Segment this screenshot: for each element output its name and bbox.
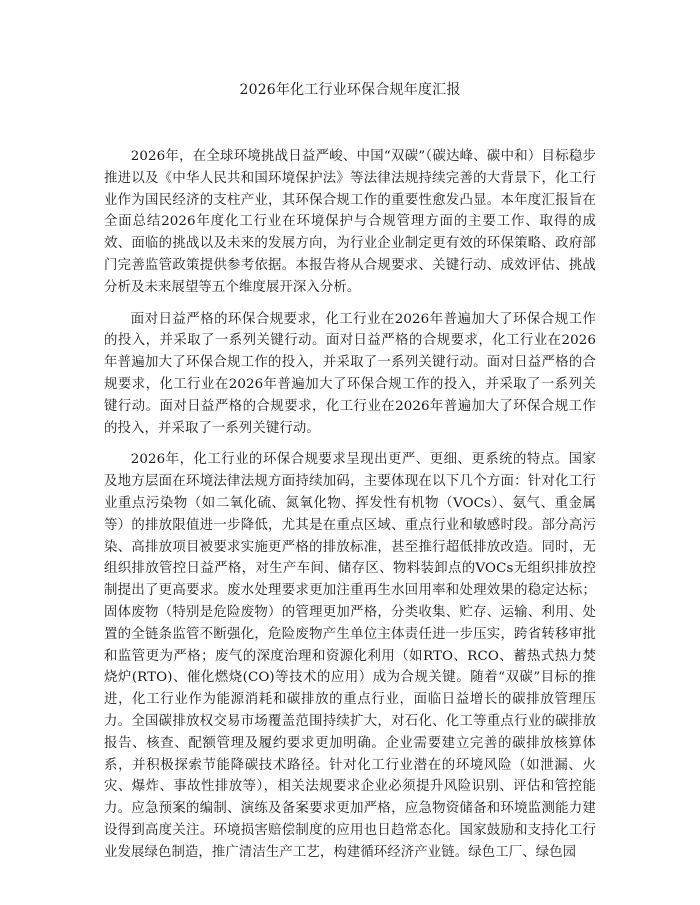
document-body: [104, 146, 596, 864]
paragraph-compliance-requirements: 2026年，化工行业的环保合规要求呈现出更严、更细、更系统的特点。国家及地方层面在环境法律法规方面持续加码，主要体现在以下几个方面：针对化工行业重点污染物（如二氧化硫、氮氧化物、挥发性有机物（VOCs）、氨气、重金属等）的排放限值进一步降低，尤其是在重点区域、重点行业和敏感时段。部分高污染、高排放项目被要求实施更严格的排放标准，甚至推行超低排放改造。同时，无组织排放管控日益严格，对生产车间、储存区、物料装卸点的VOCs无组织排放控制提出了更高要求。废水处理要求更加注重再生水回用率和处理效果的稳定达标；固体废物（特别是危险废物）的管理更加严格，分类收集、贮存、运输、利用、处置的全链条监管不断强化，危险废物产生单位主体责任进一步压实，跨省转移审批和监管更为严格；废气的深度治理和资源化利用（如RTO、RCO、蓄热式热力焚烧炉(RTO)、催化燃烧(CO)等技术的应用）成为合规关键。随着“双碳”目标的推进，化工行业作为能源消耗和碳排放的重点行业，面临日益增长的碳排放管理压力。全国碳排放权交易市场覆盖范围持续扩大，对石化、化工等重点行业的碳排放报告、核查、配额管理及履约要求更加明确。企业需要建立完善的碳排放核算体系，并积极探索节能降碳技术路径。针对化工行业潜在的环境风险（如泄漏、火灾、爆炸、事故性排放等），相关法规要求企业必须提升风险识别、评估和管控能力。应急预案的编制、演练及备案要求更加严格，应急物资储备和环境监测能力建设得到高度关注。环境损害赔偿制度的应用也日趋常态化。国家鼓励和支持化工行业发展绿色制造，推广清洁生产工艺，构建循环经济产业链。绿色工厂、绿色园: [104, 452, 596, 860]
paragraph-key-actions: 面对日益严格的环保合规要求，化工行业在2026年普遍加大了环保合规工作的投入，并采取了一系列关键行动。面对日益严格的合规要求，化工行业在2026年普遍加大了环保合规工作的投入，并采取了一系列关键行动。面对日益严格的合规要求，化工行业在2026年普遍加大了环保合规工作的投入，并采取了一系列关键行动。面对日益严格的合规要求，化工行业在2026年普遍加大了环保合规工作的投入，并采取了一系列关键行动。: [104, 311, 596, 436]
document-title: 2026年化工行业环保合规年度汇报: [239, 82, 461, 98]
paragraph-intro: 2026年，在全球环境挑战日益严峻、中国“双碳”（碳达峰、碳中和）目标稳步推进以及《中华人民共和国环境保护法》等法律法规持续完善的大背景下，化工行业作为国民经济的支柱产业，其环保合规工作的重要性愈发凸显。本年度汇报旨在全面总结2026年度化工行业在环境保护与合规管理方面的主要工作、取得的成效、面临的挑战以及未来的发展方向，为行业企业制定更有效的环保策略、政府部门完善监管政策提供参考依据。本报告将从合规要求、关键行动、成效评估、挑战分析及未来展望等五个维度展开深入分析。: [104, 149, 596, 295]
